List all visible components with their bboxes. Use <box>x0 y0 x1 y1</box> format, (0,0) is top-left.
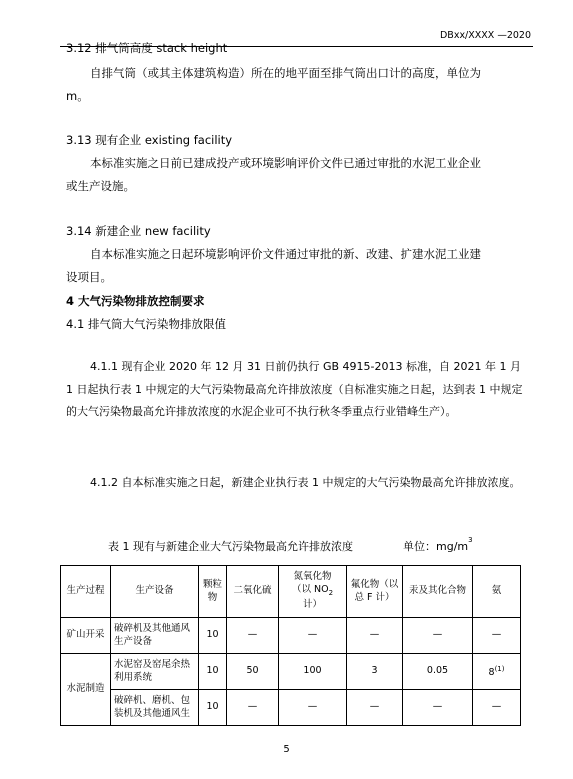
nox-label: 氮氧化物 <box>293 571 332 583</box>
ammonia-footnote-marker: (1) <box>494 665 505 674</box>
body-3-12-line1: 自排气筒（或其主体建筑构造）所在的地平面至排气筒出口计的高度，单位为 <box>90 66 481 80</box>
paragraph-4-1-1 <box>66 356 524 424</box>
cell-equipment: 破碎机及其他通风生产设备 <box>111 618 199 654</box>
table-row <box>61 654 521 690</box>
cell-so2: 50 <box>227 654 279 690</box>
heading-3-14: 3.14 新建企业 new facility <box>66 224 211 238</box>
cell-nox: 100 <box>279 654 347 690</box>
heading-3-12: 3.12 排气筒高度 stack height <box>66 41 228 55</box>
nox-subscript: 2 <box>328 588 334 597</box>
table-unit <box>403 538 473 554</box>
body-3-12-line2: m。 <box>66 89 89 103</box>
cell-mercury: — <box>403 618 473 654</box>
body-3-13-line2: 或生产设施。 <box>66 179 135 193</box>
cell-equipment: 水泥窑及窑尾余热利用系统 <box>111 654 199 690</box>
cell-ammonia <box>473 618 521 654</box>
cell-process: 矿山开采 <box>61 618 111 654</box>
cell-fluoride: — <box>347 618 403 654</box>
cell-nox: — <box>279 618 347 654</box>
body-3-14-line2: 设项目。 <box>66 270 112 284</box>
col-header-mercury: 汞及其化合物 <box>403 566 473 618</box>
cell-ammonia <box>473 690 521 726</box>
table-row <box>61 618 521 654</box>
col-header-process: 生产过程 <box>61 566 111 618</box>
cell-nox: — <box>279 690 347 726</box>
heading-3-13: 3.13 现有企业 existing facility <box>66 133 233 147</box>
paragraph-4-1-1-text: 4.1.1 现有企业 2020 年 12 月 31 日前仍执行 GB 4915-2013 标准，自 2021 年 1 月 1 日起执行表 1 中规定的大气污染物最高允许排放浓度（自标准实施之日起，达到表 1 中规定的大气污染物最高允许排放浓度的水泥企业可不执行秋冬季重点行业错峰生产）。 <box>66 360 523 419</box>
cell-fluoride: 3 <box>347 654 403 690</box>
cell-fluoride: — <box>347 690 403 726</box>
cell-particulate: 10 <box>199 690 227 726</box>
cell-so2: — <box>227 618 279 654</box>
cell-ammonia <box>473 654 521 690</box>
paragraph-4-1-2-text: 4.1.2 自本标准实施之日起，新建企业执行表 1 中规定的大气污染物最高允许排放浓度。 <box>90 476 521 489</box>
col-header-equipment: 生产设备 <box>111 566 199 618</box>
ammonia-value: — <box>491 701 502 713</box>
body-3-14-line1: 自本标准实施之日起环境影响评价文件通过审批的新、改建、扩建水泥工业建 <box>90 247 481 261</box>
table-unit-exponent: 3 <box>468 536 473 545</box>
cell-mercury: 0.05 <box>403 654 473 690</box>
page-number: 5 <box>283 744 290 755</box>
ammonia-value: — <box>491 629 502 641</box>
col-header-ammonia: 氨 <box>473 566 521 618</box>
heading-4: 4 大气污染物排放控制要求 <box>66 294 205 308</box>
table-unit-label: 单位： <box>403 540 436 553</box>
table-unit-value: mg/m <box>436 540 469 553</box>
nox-paren-open: （以 NO <box>291 583 329 595</box>
document-id: DBxx/XXXX —2020 <box>439 30 531 41</box>
nox-paren-close: 计） <box>302 599 322 611</box>
heading-4-1: 4.1 排气筒大气污染物排放限值 <box>66 317 226 331</box>
body-3-13-line1: 本标准实施之日前已建成投产或环境影响评价文件已通过审批的水泥工业企业 <box>90 156 481 170</box>
emission-limits-table <box>60 565 521 726</box>
cell-process: 水泥制造 <box>61 654 111 726</box>
ammonia-value: 8 <box>488 667 495 679</box>
cell-so2: — <box>227 690 279 726</box>
table-row <box>61 690 521 726</box>
cell-particulate: 10 <box>199 618 227 654</box>
cell-equipment: 破碎机、磨机、包装机及其他通风生 <box>111 690 199 726</box>
col-header-fluoride: 氟化物（以总 F 计） <box>347 566 403 618</box>
col-header-so2: 二氧化硫 <box>227 566 279 618</box>
cell-particulate: 10 <box>199 654 227 690</box>
table-header-row <box>61 566 521 618</box>
cell-mercury: — <box>403 690 473 726</box>
table-caption: 表 1 现有与新建企业大气污染物最高允许排放浓度 <box>108 540 353 553</box>
paragraph-4-1-2 <box>66 472 524 495</box>
col-header-particulate: 颗粒物 <box>199 566 227 618</box>
col-header-nox <box>279 566 347 618</box>
